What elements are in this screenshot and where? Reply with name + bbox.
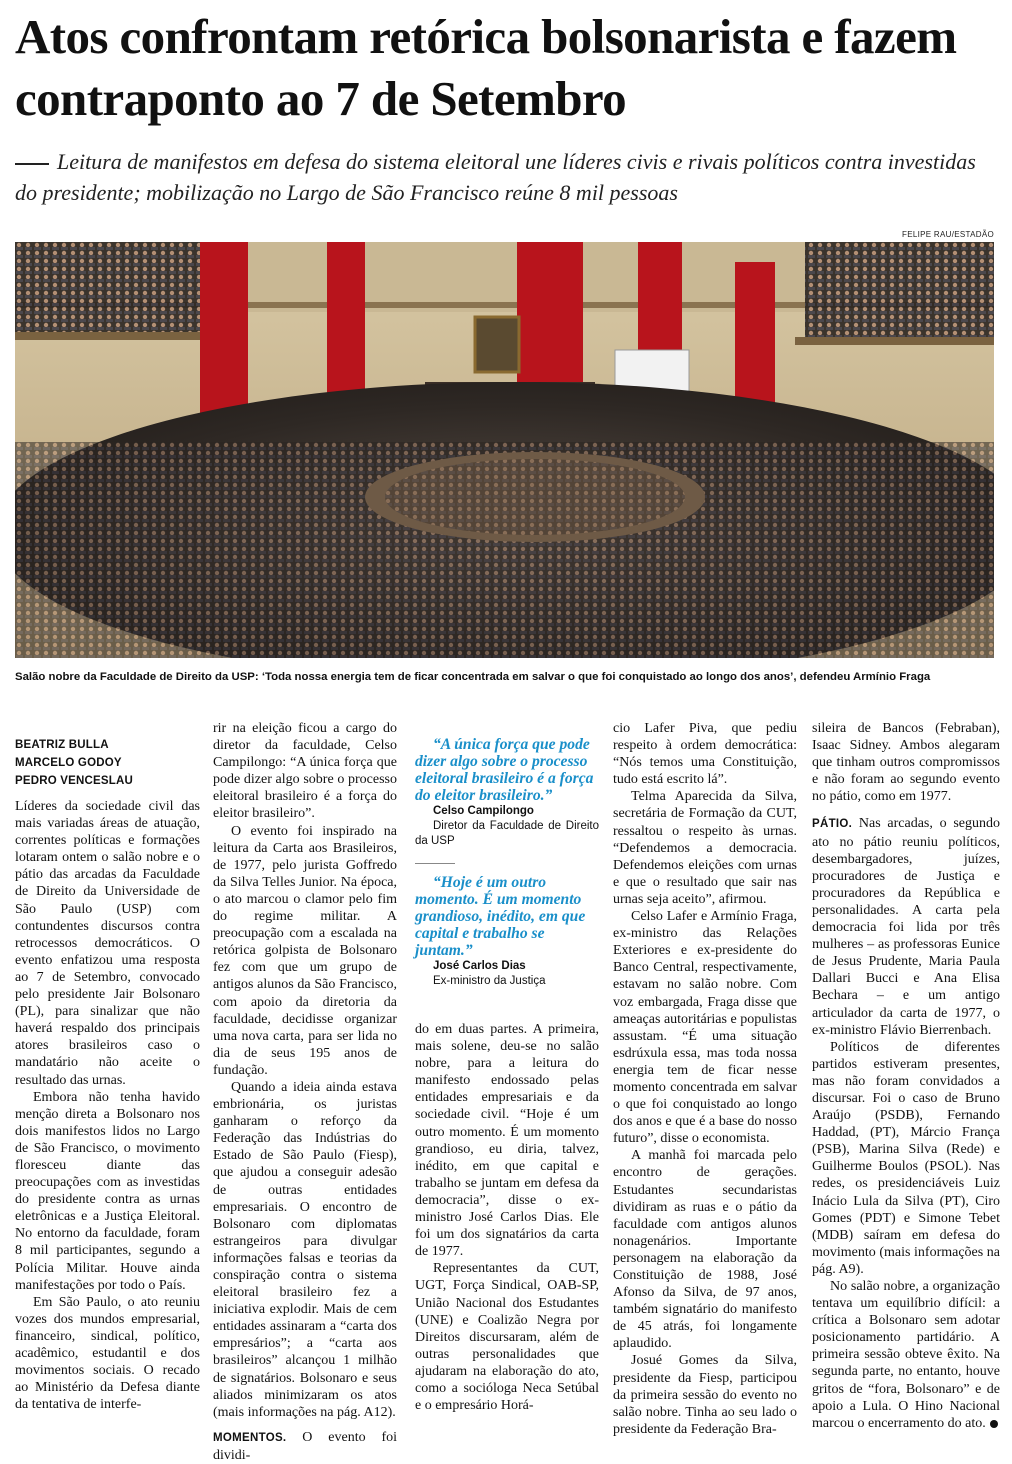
paragraph: Telma Aparecida da Silva, secretária de Formação da CUT, ressaltou o respeito às urnas. “Defendemos a democracia. Defendemos eleições com urnas e que o resultado que sair nas urnas seja aceito”, afirmou. — [613, 789, 797, 907]
quote-author: José Carlos Dias — [433, 960, 526, 972]
deck — [15, 146, 1000, 208]
end-mark-icon — [990, 1420, 998, 1428]
paragraph: Em São Paulo, o ato reuniu vozes dos mundos empresarial, financeiro, sindical, político, acadêmico, estudantil e dos movimentos sociais. O recado ao Ministério da Defesa diante da tentativa de interfe- — [15, 1294, 200, 1413]
column-1 — [15, 736, 200, 1413]
quote-role: Ex-ministro da Justiça — [433, 975, 546, 987]
bylines — [15, 736, 200, 790]
paragraph: Políticos de diferentes partidos estiveram presentes, mas não foram convidados a discursar. Foi o caso de Bruno Araújo (PSDB), Fernando Haddad, (PT), Márcio França (PSB), Marina Silva (Rede) e Guilherme Boulos (PSOL). Nas redes, os presidenciáveis Luiz Inácio Lula da Silva (PT), Ciro Gomes (PDT) e Simone Tebet (MDB) saíram em defesa do movimento (mais informações na pág. A9). — [812, 1039, 1000, 1277]
pull-quote-1 — [415, 736, 599, 849]
pull-quote-2 — [415, 874, 599, 989]
paragraph: rir na eleição ficou a cargo do diretor da faculdade, Celso Campilongo: “A única força que pode dizer algo sobre o processo eleitoral brasileiro é a força do eleitor brasileiro”. — [213, 721, 397, 822]
deck-text: Leitura de manifestos em defesa do sistema eleitoral une líderes civis e rivais políticos contra investidas do presidente; mobilização no Largo de São Francisco reúne 8 mil pessoas — [15, 149, 976, 205]
photo-salao-nobre — [15, 242, 994, 658]
paragraph: Representantes da CUT, UGT, Força Sindical, OAB-SP, União Nacional dos Estudantes (UNE) e Coalizão Negra por Direitos discursaram, além de outras personalidades que ajudaram na elaboração do ato, como a socióloga Neca Setúbal e o empresário Horá- — [415, 1261, 599, 1414]
subhead-momentos: MOMENTOS. — [213, 1431, 287, 1444]
paragraph: Quando a ideia ainda estava embrionária, os juristas ganharam o reforço da Federação das Indústrias do Estado de São Paulo (Fiesp), que ajudou a conseguir adesão de outras entidades empresariais. O encontro de Bolsonaro com diplomatas estrangeiros para divulgar informações falsas e teorias da conspiração contra o sistema eleitoral brasileiro fez a iniciativa explodir. Mais de cem entidades assinaram a “carta dos empresários”; a “carta aos brasileiros” alcançou 1 milhão de signatários. Bolsonaro e seus aliados minimizaram os atos (mais informações na pág. A12). — [213, 1079, 397, 1420]
quote-text: “Hoje é um outro momento. É um momento grandioso, inédito, em que capital e trabalho se juntam.” — [415, 874, 586, 959]
byline-1: BEATRIZ BULLA — [15, 739, 109, 751]
headline: Atos confrontam retórica bolsonarista e fazem contraponto ao 7 de Setembro — [15, 9, 957, 126]
paragraph: A manhã foi marcada pelo encontro de gerações. Estudantes secundaristas dividiram as ruas e o pátio da faculdade com antigos alunos nonagenários. Importante personagem na elaboração da Constituição de 1988, José Afonso da Silva, de 97 anos, também signatário do manifesto de 45 atrás, foi longamente aplaudido. — [613, 1148, 797, 1352]
paragraph: do em duas partes. A primeira, mais solene, deu-se no salão nobre, para a leitura do manifesto endossado pelas entidades empresariais e da sociedade civil. “Hoje é um outro momento. É um momento grandioso, eu diria, talvez, inédito, em que capital e trabalho se juntam em defesa da democracia”, disse o ex-ministro José Carlos Dias. Ele foi um dos signatários da carta de 1977. — [415, 1022, 599, 1260]
paragraph: Josué Gomes da Silva, presidente da Fiesp, participou da primeira sessão do evento no salão nobre. Tinha ao seu lado o presidente da Federação Bra- — [613, 1353, 797, 1437]
photo-credit: FELIPE RAU/ESTADÃO — [902, 230, 994, 239]
paragraph-final-text: No salão nobre, a organização tentava um equilíbrio difícil: a crítica a Bolsonaro sem adotar posicionamento partidário. A primeira sessão obteve êxito. Na segunda parte, no entanto, houve gritos de “fora, Bolsonaro” e de apoio a Lula. O Hino Nacional marcou o encerramento do ato. — [812, 1279, 1000, 1431]
paragraph: Celso Lafer e Armínio Fraga, ex-ministro das Relações Exteriores e ex-presidente do Banco Central, respectivamente, estavam no salão nobre. Com voz embargada, Fraga disse que ameaças autoritárias e populistas assustam. “É uma situação esdrúxula essa, mas toda nossa energia tem de ficar nesse momento concentrada em salvar o que foi conquistado ao longo dos anos e que é a base do nosso futuro”, disse o economista. — [613, 909, 797, 1147]
paragraph: cio Lafer Piva, que pediu respeito à ordem democrática: “Nós temos uma Constituição, tudo está escrito lá”. — [613, 721, 797, 788]
paragraph-momentos — [213, 1429, 397, 1464]
quote-text: “A única força que pode dizer algo sobre o processo eleitoral brasileiro é a força do eleitor brasileiro.” — [415, 736, 594, 804]
column-5 — [812, 720, 1000, 1432]
paragraph: O evento foi inspirado na leitura da Carta aos Brasileiros, de 1977, pelo jurista Goffredo da Silva Telles Junior. Na época, o ato marcou o clamor pelo fim do regime militar. A preocupação com a escalada na retórica golpista de Bolsonaro fez com que um grupo de antigos alunos da São Francisco, com apoio da diretoria da faculdade, decidisse organizar uma nova carta, para ser lida no dia de seus 195 anos de fundação. — [213, 823, 397, 1078]
byline-2: MARCELO GODOY — [15, 757, 122, 769]
paragraph: sileira de Bancos (Febraban), Isaac Sidney. Ambos alegaram que tinham outros compromissos e não foram ao segundo evento no pátio, como em 1977. — [812, 721, 1000, 805]
column-3 — [415, 720, 599, 1414]
quote-author: Celso Campilongo — [433, 805, 534, 817]
column-4 — [613, 720, 797, 1438]
quote-role: Diretor da Faculdade de Direito da USP — [415, 820, 599, 847]
paragraph: Embora não tenha havido menção direta a Bolsonaro nos dois manifestos lidos no Largo de São Francisco, o movimento floresceu diante das preocupações com as investidas do presidente contra as urnas eletrônicas e a Justiça Eleitoral. No entorno da faculdade, foram 8 mil participantes, segundo a Polícia Militar. Houve ainda manifestações por todo o País. — [15, 1089, 200, 1293]
deck-rule — [15, 163, 49, 165]
paragraph: Líderes da sociedade civil das mais variadas áreas de atuação, correntes políticas e formações lotaram ontem o salão nobre e o pátio das arcadas da Faculdade de Direito da Universidade de São Paulo (USP) com contundentes discursos contra retrocessos democráticos. O evento enfatizou uma resposta ao 7 de Setembro, convocado pelo presidente Jair Bolsonaro (PL), para sinalizar que não haverá respaldo dos principais atores brasileiros caso o mandatário não aceite o resultado das urnas. — [15, 799, 200, 1088]
paragraph-final — [812, 1278, 1000, 1432]
subhead-patio: PÁTIO. — [812, 818, 853, 831]
byline-3: PEDRO VENCESLAU — [15, 775, 134, 787]
paragraph-patio-text: Nas arcadas, o segundo ato no pátio reuniu políticos, desembargadores, juízes, procuradores de Justiça e procuradores da República e personalidades. A carta pela democracia foi lida por três mulheres – as professoras Eunice de Jesus Prudente, Maria Paula Dallari Bucci e Ana Elisa Bechara – e um antigo articulador da carta de 1977, o ex-ministro Flávio Bierrenbach. — [812, 816, 1001, 1038]
column-2 — [213, 720, 397, 1464]
paragraph-patio — [812, 815, 1000, 1038]
paragraph-momentos-text: O evento foi dividi- — [213, 1429, 398, 1463]
quote-divider — [415, 863, 455, 864]
photo-caption: Salão nobre da Faculdade de Direito da USP: ‘Toda nossa energia tem de ficar concentrada em salvar o que foi conquistado ao longo dos anos’, defendeu Armínio Fraga — [15, 671, 931, 683]
